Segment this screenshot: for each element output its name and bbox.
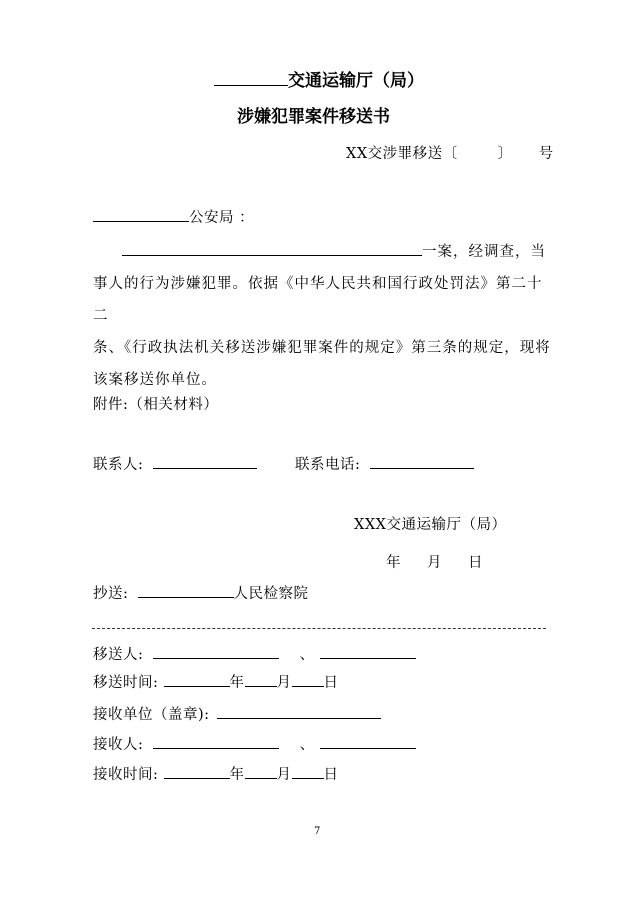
addressee — [93, 206, 254, 227]
addressee-blank[interactable] — [93, 207, 189, 222]
receiver-blank-2[interactable] — [320, 734, 416, 749]
receiver-line: 接收人: 、 — [93, 733, 416, 754]
body-paragraph — [93, 236, 553, 396]
cc-line: 抄送: 人民检察院 — [93, 582, 309, 603]
body-line-2: 事人的行为涉嫌犯罪。依据《中华人民共和国行政处罚法》第二十二 — [93, 276, 543, 324]
body-line-4: 该案移送你单位。 — [93, 372, 217, 388]
transfer-year-blank[interactable] — [164, 672, 230, 687]
receive-year-blank[interactable] — [164, 764, 230, 779]
document-subtitle: 涉嫌犯罪案件移送书 — [237, 107, 390, 127]
contact-phone-blank[interactable] — [370, 454, 474, 469]
transferor-blank-2[interactable] — [320, 644, 416, 659]
sender-org: XXX交通运输厅（局） — [354, 517, 507, 533]
document-title — [214, 66, 424, 91]
receive-time-line: 接收时间: 年 月 日 — [93, 763, 339, 784]
contact-person-blank[interactable] — [153, 454, 257, 469]
body-line-1: 一案，经调查，当 — [93, 236, 553, 268]
receiving-unit-blank[interactable] — [217, 704, 381, 719]
doc-number-prefix: XX交涉罪移送〔 — [346, 146, 458, 162]
title-suffix: 交通运输厅（局） — [288, 71, 424, 91]
doc-number-bracket-close: 〕 — [497, 146, 513, 162]
receive-day-blank[interactable] — [292, 764, 324, 779]
contact-phone: 联系电话: — [295, 453, 474, 474]
transferor-line: 移送人: 、 — [93, 643, 416, 664]
attachment-label: 附件:（相关材料） — [93, 397, 219, 413]
transfer-day-blank[interactable] — [292, 672, 324, 687]
doc-number — [346, 142, 554, 163]
addressee-suffix: 公安局 ： — [189, 210, 255, 226]
receiver-blank-1[interactable] — [153, 734, 279, 749]
title-blank[interactable] — [214, 69, 288, 86]
cc-blank[interactable] — [138, 583, 234, 598]
doc-number-suffix: 号 — [538, 146, 554, 162]
receiving-unit-line: 接收单位（盖章): — [93, 703, 381, 724]
case-name-blank[interactable] — [122, 241, 422, 256]
page-number: 7 — [314, 826, 321, 837]
transferor-blank-1[interactable] — [153, 644, 279, 659]
dashed-separator — [92, 628, 546, 629]
transfer-month-blank[interactable] — [245, 672, 277, 687]
sender-date: 年 月 日 — [386, 555, 483, 571]
transfer-time-line: 移送时间: 年 月 日 — [93, 671, 339, 692]
receive-month-blank[interactable] — [245, 764, 277, 779]
body-line-3: 条、《行政执法机关移送涉嫌犯罪案件的规定》第三条的规定，现将 — [93, 340, 551, 356]
contact-person: 联系人: — [93, 453, 257, 474]
